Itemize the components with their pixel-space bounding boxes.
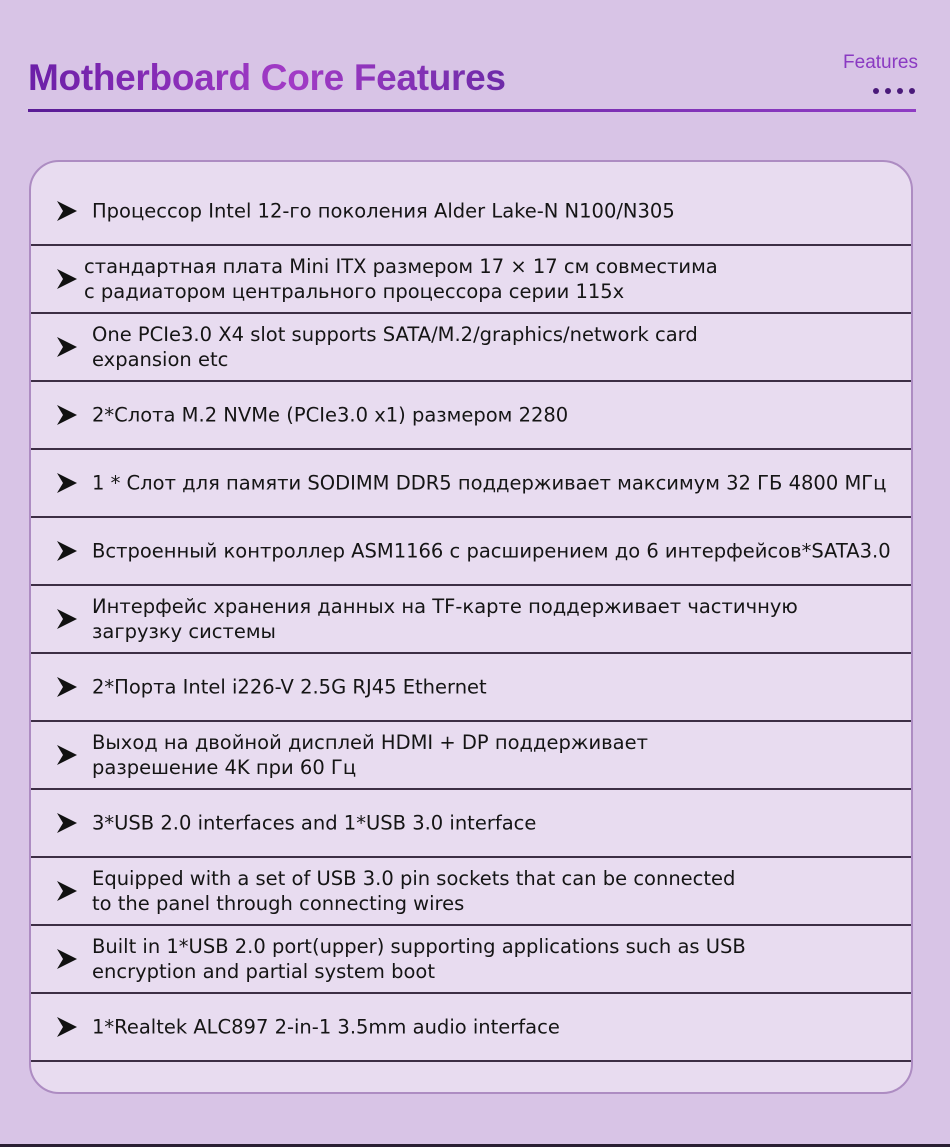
feature-text: стандартная плата Mini ITX размером 17 × 17 см совместима с радиатором центрального процессора серии 115x: [84, 255, 718, 303]
feature-text: Equipped with a set of USB 3.0 pin sockets that can be connected to the panel through connecting wires: [92, 867, 736, 915]
feature-text: Built in 1*USB 2.0 port(upper) supporting applications such as USB encryption and partial system boot: [92, 935, 746, 983]
feature-list: [31, 178, 911, 1062]
arrow-right-icon: [55, 1015, 79, 1039]
arrow-right-icon: [55, 675, 79, 699]
arrow-right-icon: [55, 607, 79, 631]
feature-row: [31, 518, 911, 586]
section-tag: Features: [843, 52, 918, 73]
arrow-right-icon: [55, 947, 79, 971]
arrow-right-icon: [55, 403, 79, 427]
feature-row: [31, 858, 911, 926]
feature-text: Встроенный контроллер ASM1166 с расширением до 6 интерфейсов*SATA3.0: [92, 539, 891, 563]
title-underline: [28, 109, 916, 112]
feature-text: 2*Порта Intel i226-V 2.5G RJ45 Ethernet: [92, 675, 487, 699]
arrow-right-icon: [55, 471, 79, 495]
feature-row: [31, 586, 911, 654]
arrow-right-icon: [55, 199, 79, 223]
arrow-right-icon: [55, 879, 79, 903]
arrow-right-icon: [55, 743, 79, 767]
dot: [873, 88, 879, 94]
feature-text: 1*Realtek ALC897 2-in-1 3.5mm audio interface: [92, 1015, 560, 1039]
feature-row: [31, 178, 911, 246]
feature-text: Процессор Intel 12-го поколения Alder Lake-N N100/N305: [92, 199, 675, 223]
feature-text: One PCIe3.0 X4 slot supports SATA/M.2/graphics/network card expansion etc: [92, 323, 698, 371]
dot: [897, 88, 903, 94]
feature-row: [31, 654, 911, 722]
feature-card: [29, 160, 913, 1094]
arrow-right-icon: [55, 539, 79, 563]
feature-row: [31, 926, 911, 994]
dot: [909, 88, 915, 94]
arrow-right-icon: [55, 267, 79, 291]
page-title: Motherboard Core Features: [28, 54, 506, 102]
feature-row: [31, 722, 911, 790]
feature-text: 2*Слота M.2 NVMe (PCIe3.0 x1) размером 2280: [92, 403, 569, 427]
feature-row: [31, 994, 911, 1062]
arrow-right-icon: [55, 811, 79, 835]
dots-ornament: [873, 88, 915, 94]
feature-text: Выход на двойной дисплей HDMI + DP поддерживает разрешение 4K при 60 Гц: [92, 731, 648, 779]
arrow-right-icon: [55, 335, 79, 359]
feature-row: [31, 450, 911, 518]
feature-text: 3*USB 2.0 interfaces and 1*USB 3.0 interface: [92, 811, 537, 835]
feature-text: 1 * Слот для памяти SODIMM DDR5 поддерживает максимум 32 ГБ 4800 МГц: [92, 471, 887, 495]
feature-row: [31, 790, 911, 858]
dot: [885, 88, 891, 94]
feature-row: [31, 382, 911, 450]
feature-row: [31, 246, 911, 314]
feature-row: [31, 314, 911, 382]
feature-text: Интерфейс хранения данных на TF-карте поддерживает частичную загрузку системы: [92, 595, 798, 643]
